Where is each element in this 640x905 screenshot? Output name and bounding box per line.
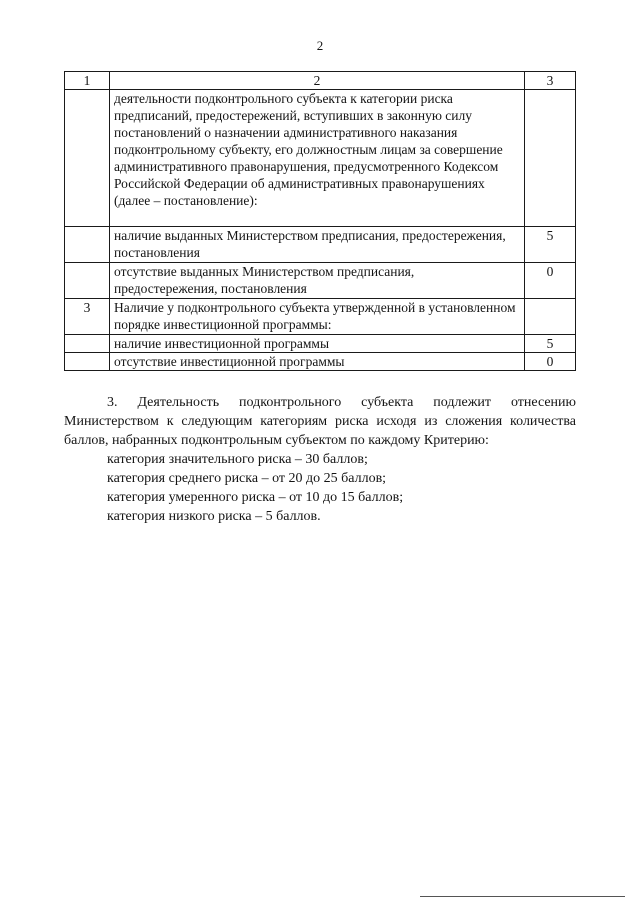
risk-category-list [107, 450, 567, 526]
risk-category-item: категория среднего риска – от 20 до 25 баллов; [107, 471, 387, 486]
table-row [65, 299, 576, 335]
row-score [525, 90, 576, 227]
row-text: отсутствие инвестиционной программы [110, 353, 525, 371]
row-text: деятельности подконтрольного субъекта к категории риска предписаний, предостережений, вступивших в законную силу постановлений о назначении административного наказания подконтрольному субъекту, его должностным лицам за совершение административного правонарушения, предусмотренного Кодексом Российской Федерации об административных правонарушениях (далее – постановление): [110, 90, 525, 227]
row-text: наличие выданных Министерством предписания, предостережения, постановления [110, 227, 525, 263]
table-row [65, 90, 576, 227]
criteria-table [64, 71, 576, 371]
row-number: 3 [65, 299, 110, 335]
table-row [65, 353, 576, 371]
table-row [65, 227, 576, 263]
row-score: 5 [525, 335, 576, 353]
footer-divider [420, 896, 625, 897]
risk-category-item: категория значительного риска – 30 баллов; [107, 452, 368, 467]
table-row [65, 335, 576, 353]
row-score: 0 [525, 263, 576, 299]
header-cell-2: 2 [110, 72, 525, 90]
row-number [65, 263, 110, 299]
page-number: 2 [316, 38, 324, 53]
row-text: Наличие у подконтрольного субъекта утвержденной в установленном порядке инвестиционной программы: [110, 299, 525, 335]
table-row [65, 263, 576, 299]
clause-3-paragraph: 3. Деятельность подконтрольного субъекта подлежит отнесению Министерством к следующим категориям риска исходя из сложения количества баллов, набранных подконтрольным субъектом по каждому Критерию: [64, 395, 576, 448]
risk-category-item: категория низкого риска – 5 баллов. [107, 509, 321, 524]
row-score: 0 [525, 353, 576, 371]
table-header-row [65, 72, 576, 90]
row-score: 5 [525, 227, 576, 263]
header-cell-3: 3 [525, 72, 576, 90]
risk-category-item: категория умеренного риска – от 10 до 15 баллов; [107, 490, 404, 505]
row-text: наличие инвестиционной программы [110, 335, 525, 353]
row-number [65, 227, 110, 263]
row-number [65, 335, 110, 353]
row-number [65, 353, 110, 371]
header-cell-1: 1 [65, 72, 110, 90]
row-number [65, 90, 110, 227]
row-text: отсутствие выданных Министерством предписания, предостережения, постановления [110, 263, 525, 299]
row-score [525, 299, 576, 335]
